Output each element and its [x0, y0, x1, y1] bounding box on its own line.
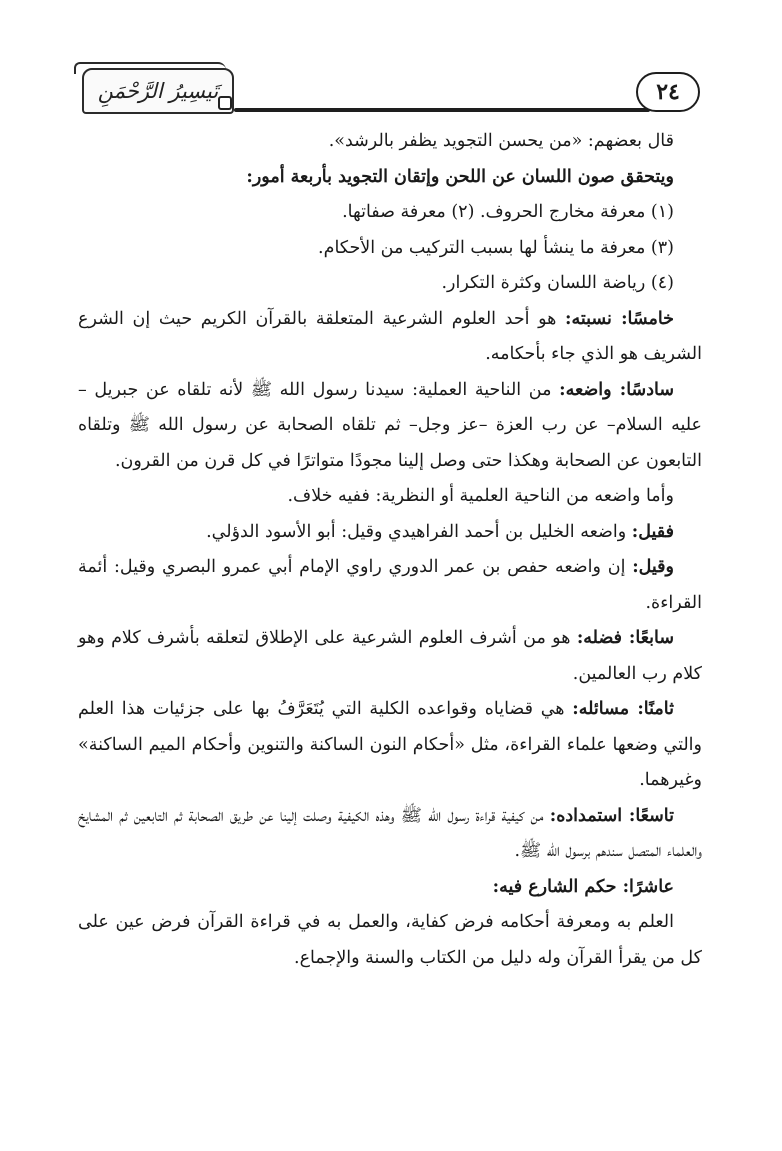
paragraph	[78, 515, 702, 551]
header-rule	[234, 108, 650, 112]
paragraph	[78, 231, 702, 267]
paragraph	[78, 373, 702, 480]
paragraph	[78, 124, 702, 160]
paragraph-text: (١) معرفة مخارج الحروف. (٢) معرفة صفاتها.	[342, 202, 674, 222]
paragraph-text: قال بعضهم: «من يحسن التجويد يظفر بالرشد».	[328, 131, 674, 151]
paragraph-text: واضعه الخليل بن أحمد الفراهيدي وقيل: أبو الأسود الدؤلي.	[206, 521, 632, 542]
paragraph-heading: تاسعًا: استمداده:	[549, 805, 675, 826]
paragraph	[78, 160, 702, 196]
paragraph-text: وأما واضعه من الناحية العلمية أو النظرية: ففيه خلاف.	[287, 486, 674, 506]
page-number: ٢٤	[636, 72, 700, 112]
paragraph-text: هو من أشرف العلوم الشرعية على الإطلاق لتعلقه بأشرف كلام وهو كلام رب العالمين.	[78, 628, 702, 684]
paragraph	[78, 905, 702, 976]
paragraph	[78, 870, 702, 906]
paragraph-heading: وقيل:	[632, 557, 674, 577]
paragraph	[78, 302, 702, 373]
book-title: تَيسِيرُ الرَّحْمَنِ	[97, 79, 219, 103]
page-header	[0, 58, 782, 128]
paragraph	[78, 550, 702, 621]
paragraph-heading: ثامنًا: مسائله:	[572, 699, 674, 719]
paragraph-heading: عاشرًا: حكم الشارع فيه:	[492, 876, 674, 897]
paragraph-heading: سابعًا: فضله:	[576, 628, 674, 648]
paragraph	[78, 479, 702, 515]
book-ornament-icon	[218, 96, 232, 110]
paragraph-text: (٣) معرفة ما ينشأ لها بسبب التركيب من الأحكام.	[318, 237, 674, 258]
paragraph	[78, 266, 702, 302]
paragraph-text: العلم به ومعرفة أحكامه فرض كفاية، والعمل به في قراءة القرآن فرض عين على كل من يقرأ القرآن وله دليل من الكتاب والسنة والإجماع.	[78, 912, 702, 968]
page-body	[78, 124, 702, 976]
book-title-frame	[82, 68, 234, 114]
paragraph-text: من الناحية العملية: سيدنا رسول الله ﷺ لأنه تلقاه عن جبريل –عليه السلام– عن رب العزة –عز وجل– ثم تلقاه الصحابة عن رسول الله ﷺ وتلقاه التابعون عن الصحابة وهكذا حتى وصل إلينا مجودًا متواترًا في كل قرن من القرون.	[78, 379, 702, 471]
paragraph-text: هو أحد العلوم الشرعية المتعلقة بالقرآن الكريم حيث إن الشرع الشريف هو الذي جاء بأحكامه.	[78, 308, 702, 364]
paragraph-heading: خامسًا: نسبته:	[565, 308, 675, 329]
paragraph-heading: ويتحقق صون اللسان عن اللحن وإتقان التجويد بأربعة أمور:	[246, 166, 674, 187]
paragraph-heading: سادسًا: واضعه:	[559, 379, 674, 400]
paragraph-heading: فقيل:	[631, 521, 674, 542]
paragraph-text: إن واضعه حفص بن عمر الدوري راوي الإمام أبي عمرو البصري وقيل: أئمة القراءة.	[78, 557, 702, 613]
paragraph-text: من كيفية قراءة رسول الله ﷺ وهذه الكيفية وصلت إلينا عن طريق الصحابة ثم التابعين ثم المشايخ والعلماء المتصل سندهم برسول الله ﷺ.	[78, 805, 702, 861]
paragraph	[78, 692, 702, 799]
paragraph-text: هي قضاياه وقواعده الكلية التي يُتَعَرَّفُ بها على جزئيات هذا العلم والتي وضعها علماء القراءة، مثل «أحكام النون الساكنة والتنوين وأحكام الميم الساكنة» وغيرهما.	[78, 699, 702, 790]
paragraph-text: (٤) رياضة اللسان وكثرة التكرار.	[441, 273, 674, 293]
paragraph	[78, 195, 702, 231]
paragraph	[78, 799, 702, 870]
paragraph	[78, 621, 702, 692]
